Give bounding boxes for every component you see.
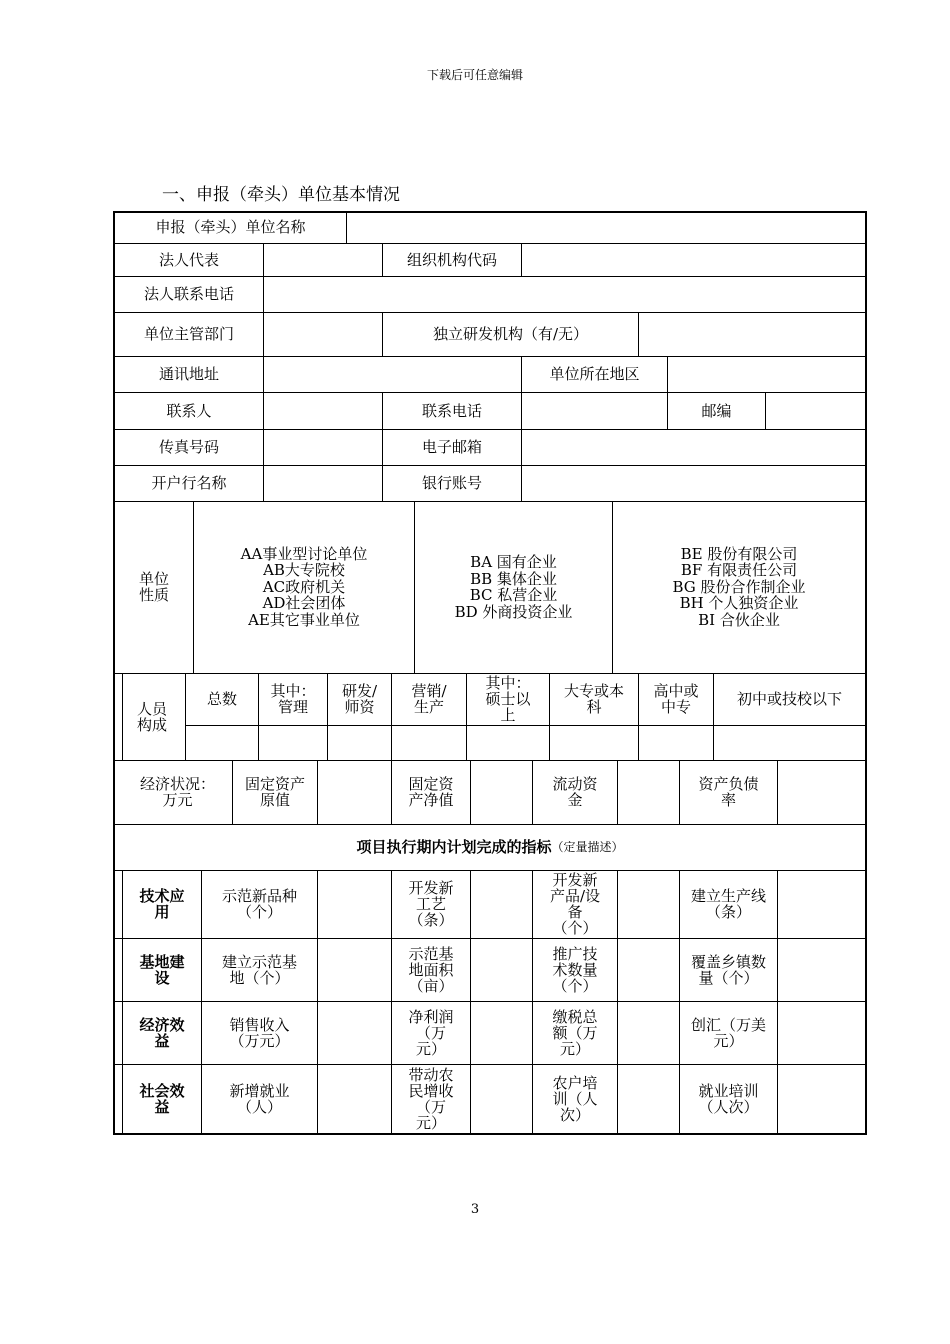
current-funds-label: 流动资 金 bbox=[552, 775, 598, 809]
staff-header-junior: 初中或技校以下 bbox=[736, 690, 842, 708]
target-label: 建立生产线 （条） bbox=[690, 887, 766, 921]
debt-ratio-label: 资产负债 率 bbox=[698, 775, 759, 809]
target-label: 建立示范基 地（个） bbox=[221, 952, 297, 987]
staff-header-college: 大专或本 科 bbox=[563, 682, 624, 716]
debt-ratio-field[interactable] bbox=[778, 761, 865, 824]
target-value-col3[interactable] bbox=[618, 871, 679, 1134]
rnd-field[interactable] bbox=[639, 313, 865, 356]
fixed-assets-net-label: 固定资 产净值 bbox=[408, 775, 454, 809]
nature-label: 单位 性质 bbox=[139, 570, 170, 604]
fixed-assets-original-label: 固定资产 原值 bbox=[244, 775, 305, 809]
legal-phone-field[interactable] bbox=[264, 277, 865, 312]
staff-junior-field[interactable] bbox=[714, 726, 865, 760]
target-value-col4[interactable] bbox=[778, 871, 865, 1134]
row-label: 经济效 益 bbox=[139, 1015, 185, 1050]
address-field[interactable] bbox=[264, 357, 521, 392]
target-label: 覆盖乡镇数 量（个） bbox=[690, 952, 766, 987]
nature-enterprises[interactable]: BA 国有企业 BB 集体企业 BC 私营企业 BD 外商投资企业 bbox=[454, 553, 573, 621]
staff-total-field[interactable] bbox=[186, 726, 258, 760]
account-field[interactable] bbox=[522, 466, 865, 501]
account-label: 银行账号 bbox=[421, 474, 482, 492]
unit-name-label: 申报（牵头）单位名称 bbox=[155, 218, 306, 236]
row-label: 基地建 设 bbox=[139, 952, 185, 987]
target-label: 缴税总 额（万 元） bbox=[552, 1007, 598, 1058]
fax-label: 传真号码 bbox=[158, 438, 219, 456]
region-field[interactable] bbox=[668, 357, 865, 392]
row-label: 社会效 益 bbox=[139, 1082, 185, 1116]
contact-label: 联系人 bbox=[166, 401, 212, 420]
staff-header-total: 总数 bbox=[206, 690, 237, 708]
staff-sales-field[interactable] bbox=[392, 726, 466, 760]
target-value-col1[interactable] bbox=[318, 871, 391, 1134]
staff-header-management: 其中： 管理 bbox=[270, 682, 316, 716]
staff-highschool-field[interactable] bbox=[639, 726, 713, 760]
nature-companies[interactable]: BE 股份有限公司 BF 有限责任公司 BG 股份合作制企业 BH 个人独资企业 BI 合伙企业 bbox=[672, 544, 806, 629]
email-label: 电子邮箱 bbox=[421, 438, 482, 456]
contact-phone-field[interactable] bbox=[522, 393, 667, 429]
rnd-label: 独立研发机构（有/无） bbox=[432, 325, 589, 343]
target-label: 示范基 地面积 （亩） bbox=[408, 944, 454, 995]
unit-name-field[interactable] bbox=[347, 212, 865, 243]
fax-field[interactable] bbox=[264, 430, 382, 465]
fixed-assets-net-field[interactable] bbox=[471, 761, 532, 824]
target-label: 推广技 术数量 （个） bbox=[552, 944, 598, 995]
targets-title-note: （定量描述） bbox=[551, 840, 624, 854]
target-label: 开发新 工艺 （条） bbox=[408, 879, 454, 929]
bank-field[interactable] bbox=[264, 466, 382, 501]
staff-header-highschool: 高中或 中专 bbox=[653, 682, 699, 716]
staff-rnd-field[interactable] bbox=[328, 726, 391, 760]
target-label: 销售收入 （万元） bbox=[229, 1015, 290, 1050]
region-label: 单位所在地区 bbox=[549, 365, 640, 383]
target-label: 农户培 训（人 次） bbox=[552, 1074, 598, 1124]
postcode-field[interactable] bbox=[766, 393, 865, 429]
contact-phone-label: 联系电话 bbox=[421, 401, 482, 420]
target-label: 示范新品种 （个） bbox=[221, 887, 297, 921]
legal-rep-field[interactable] bbox=[264, 244, 382, 276]
target-label: 净利润 （万 元） bbox=[408, 1007, 454, 1058]
target-label: 就业培训 （人次） bbox=[698, 1082, 759, 1116]
postcode-label: 邮编 bbox=[701, 401, 732, 420]
economy-label: 经济状况： 万元 bbox=[139, 775, 215, 809]
org-code-field[interactable] bbox=[522, 244, 865, 276]
legal-phone-label: 法人联系电话 bbox=[143, 285, 234, 303]
staff-management-field[interactable] bbox=[259, 726, 327, 760]
staff-college-field[interactable] bbox=[550, 726, 638, 760]
staff-label: 人员 构成 bbox=[137, 699, 168, 734]
address-label: 通讯地址 bbox=[158, 365, 219, 383]
target-label: 带动农 民增收 （万 元） bbox=[408, 1066, 454, 1132]
section-title: 一、申报（牵头）单位基本情况 bbox=[162, 185, 400, 205]
staff-master-field[interactable] bbox=[467, 726, 549, 760]
fixed-assets-original-field[interactable] bbox=[318, 761, 391, 824]
target-value-col2[interactable] bbox=[471, 871, 532, 1134]
target-label: 新增就业 （人） bbox=[229, 1082, 290, 1116]
org-code-label: 组织机构代码 bbox=[406, 250, 497, 269]
staff-header-sales: 营销/ 生产 bbox=[411, 682, 447, 716]
row-label: 技术应 用 bbox=[139, 887, 185, 921]
targets-title: 项目执行期内计划完成的指标 （定量描述） bbox=[356, 838, 624, 856]
header-note: 下载后可任意编辑 bbox=[426, 68, 523, 82]
current-funds-field[interactable] bbox=[618, 761, 679, 824]
target-label: 创汇（万美 元） bbox=[690, 1015, 766, 1050]
dept-label: 单位主管部门 bbox=[143, 325, 234, 343]
email-field[interactable] bbox=[522, 430, 865, 465]
staff-header-master: 其中： 硕士以 上 bbox=[485, 674, 531, 724]
legal-rep-label: 法人代表 bbox=[158, 250, 219, 269]
contact-field[interactable] bbox=[264, 393, 382, 429]
target-label: 开发新 产品/设 备 （个） bbox=[549, 871, 601, 937]
page-number: 3 bbox=[470, 1202, 480, 1217]
nature-institutions[interactable]: AA事业型讨论单位 AB大专院校 AC政府机关 AD社会团体 AE其它事业单位 bbox=[240, 544, 368, 629]
bank-label: 开户行名称 bbox=[151, 474, 227, 492]
staff-header-rnd: 研发/ 师资 bbox=[341, 682, 378, 716]
dept-field[interactable] bbox=[264, 313, 382, 356]
